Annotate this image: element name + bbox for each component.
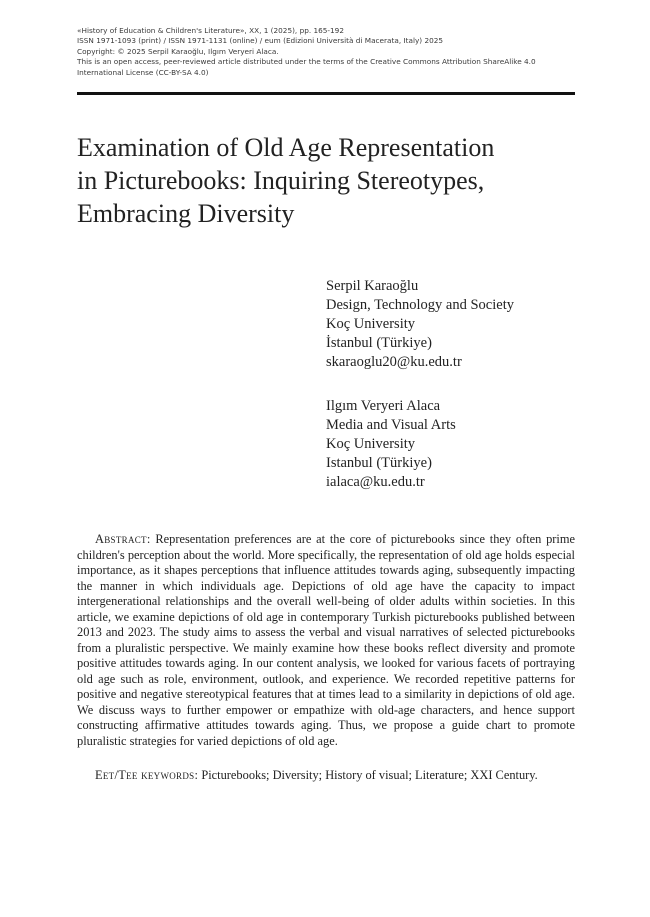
author-name: Ilgım Veryeri Alaca bbox=[326, 398, 441, 414]
license-line: This is an open access, peer-reviewed article distributed under the terms of the Creative Commons Attribution ShareAlike 4.0 bbox=[77, 57, 536, 67]
author-email[interactable]: skaraoglu20@ku.edu.tr bbox=[326, 354, 462, 370]
author-university: Koç University bbox=[326, 436, 415, 452]
abstract-text: Representation preferences are at the core of picturebooks since they often prime children's perception about the world. More specifically, the representation of old age holds especial importance, as it shapes perceptions that influence attitudes towards aging, subsequently impacting the manner in which individuals age. Depictions of old age have the capacity to impact intergenerational relationships and the overall well-being of older adults within societies. In this article, we examine depictions of old age in contemporary Turkish picturebooks published between 2013 and 2023. The study aims to assess the verbal and visual narratives of selected picturebooks from a pluralistic perspective. We mainly examine how these books reflect diversity and promote positive attitudes towards aging. In our content analysis, we looked for various facets of portraying old age such as role, environment, outlook, and experience. We recorded repetitive patterns for positive and negative stereotypical features that at times lead to a similarity in depictions of old age. We discuss ways to further empower or empathize with old-age characters, and hence support constructing affirmative attitudes towards aging. Thus, we propose a guide chart to promote pluralistic strategies for varied depictions of old age. bbox=[77, 532, 575, 748]
keywords-label: Eet/Tee keywords: bbox=[95, 768, 199, 782]
author-block-1 bbox=[326, 277, 586, 372]
author-university: Koç University bbox=[326, 316, 415, 332]
abstract-paragraph bbox=[77, 532, 575, 749]
title-line: Embracing Diversity bbox=[77, 199, 295, 228]
article-title bbox=[77, 131, 597, 230]
issn-line: ISSN 1971-1093 (print) / ISSN 1971-1131 (online) / eum (Edizioni Università di Macerata, Italy) 2025 bbox=[77, 36, 444, 46]
title-line: in Picturebooks: Inquiring Stereotypes, bbox=[77, 166, 485, 195]
author-location: İstanbul (Türkiye) bbox=[326, 335, 432, 351]
journal-citation: «History of Education & Children's Literature», XX, 1 (2025), pp. 165-192 bbox=[77, 26, 344, 35]
header-rule bbox=[77, 92, 575, 95]
license-line-continued: International License (CC-BY-SA 4.0) bbox=[77, 67, 209, 77]
author-location: Istanbul (Türkiye) bbox=[326, 455, 432, 471]
abstract-label: Abstract: bbox=[95, 532, 151, 546]
title-line: Examination of Old Age Representation bbox=[77, 133, 495, 162]
author-department: Media and Visual Arts bbox=[326, 417, 456, 433]
keywords-paragraph bbox=[77, 768, 575, 784]
keywords-text: Picturebooks; Diversity; History of visual; Literature; XXI Century. bbox=[201, 768, 538, 782]
author-email[interactable]: ialaca@ku.edu.tr bbox=[326, 474, 425, 490]
author-name: Serpil Karaoğlu bbox=[326, 278, 419, 294]
author-block-2 bbox=[326, 397, 586, 492]
copyright-line: Copyright: © 2025 Serpil Karaoğlu, Ilgım Veryeri Alaca. bbox=[77, 46, 279, 56]
journal-header bbox=[77, 26, 577, 78]
author-department: Design, Technology and Society bbox=[326, 297, 514, 313]
